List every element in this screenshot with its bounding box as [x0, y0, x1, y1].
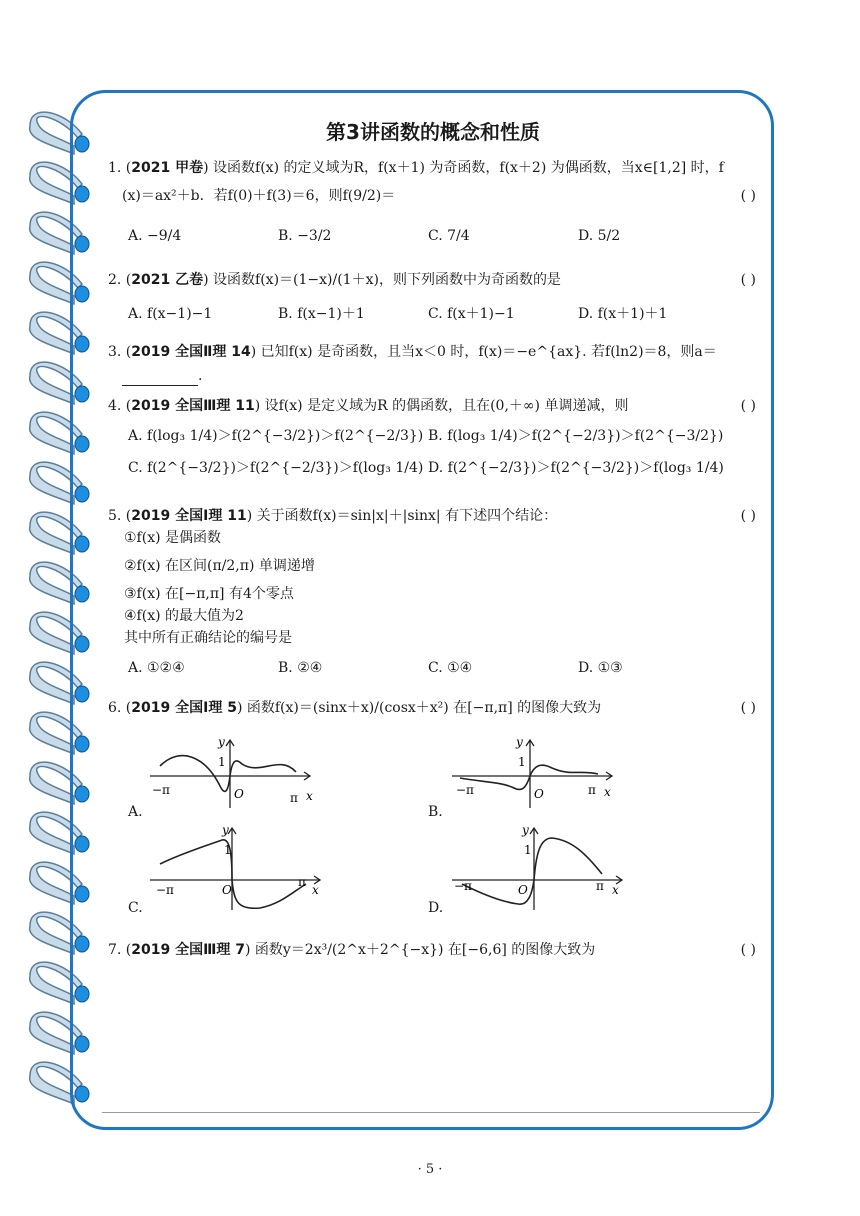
neg-pi-label: −π [152, 783, 170, 797]
axis-y-label: y [222, 824, 229, 837]
fill-blank[interactable] [122, 371, 198, 386]
q2-options [128, 304, 748, 324]
question-7: 7. (2019 全国Ⅲ理 7) 函数y＝2x³/(2^x＋2^{−x}) 在[−6,6] 的图像大致为 ( ) [108, 942, 756, 958]
origin-label: O [222, 883, 232, 897]
axis-y-label: y [516, 736, 523, 749]
graph-c[interactable] [150, 824, 330, 912]
answer-blank: ( ) [740, 272, 756, 288]
axis-x-label: x [312, 883, 319, 897]
tick-one: 1 [218, 755, 226, 769]
option-d[interactable]: D. f(2^{−2/3})＞f(2^{−3/2})＞f(log₃ 1/4) [428, 460, 724, 476]
option-a[interactable]: A. ①②④ [128, 660, 185, 676]
page-title: 第3讲函数的概念和性质 [326, 120, 540, 144]
tick-one: 1 [524, 843, 532, 857]
option-a[interactable]: A. −9/4 [128, 228, 182, 244]
axis-x-label: x [612, 883, 619, 897]
option-b[interactable]: B. −3/2 [278, 228, 332, 244]
statement-prompt: 其中所有正确结论的编号是 [124, 630, 292, 646]
option-c[interactable]: C. f(2^{−3/2})＞f(2^{−2/3})＞f(log₃ 1/4) [128, 460, 424, 476]
question-1: 1. (2021 甲卷) 设函数f(x) 的定义域为R，f(x＋1) 为奇函数，f(x＋2) 为偶函数，当x∈[1,2] 时，f (x)＝ax²＋b．若f(0)＋f(3)＝6，则f(9/2)＝ ( ) A. −9/4 B. −3/2 C. 7/4 D. 5/2 [108, 160, 756, 244]
tick-one: 1 [518, 755, 526, 769]
q4-options-row1 [128, 426, 748, 446]
option-c[interactable]: C. 7/4 [428, 228, 470, 244]
option-c[interactable]: C. ①④ [428, 660, 473, 676]
graph-a[interactable] [150, 736, 320, 810]
q1-options [128, 226, 748, 246]
neg-pi-label: −π [456, 783, 474, 797]
answer-blank: ( ) [740, 508, 756, 524]
question-4: 4. (2019 全国Ⅲ理 11) 设f(x) 是定义域为R 的偶函数，且在(0,＋∞) 单调递减，则 ( ) A. f(log₃ 1/4)＞f(2^{−3/2})＞f(2^{−2/3}) B. f(log₃ 1/4)＞f(2^{−2/3})＞f(2^{−3/2}) C. f(2^{−3/2})＞f(2^{−2/3})＞f(log₃ 1/4) D. f(2^{−2/3})＞f(2^{−3/2})＞f(log₃ 1/4) [108, 398, 756, 476]
statement-1: ①f(x) 是偶函数 [124, 530, 222, 546]
option-a[interactable]: A. f(x−1)−1 [128, 306, 213, 322]
axis-x-label: x [604, 785, 611, 799]
option-d[interactable]: D. f(x＋1)＋1 [578, 306, 668, 322]
question-3: 3. (2019 全国Ⅱ理 14) 已知f(x) 是奇函数，且当x＜0 时，f(x)＝−e^{ax}. 若f(ln2)＝8，则a＝ . [108, 344, 717, 384]
pi-label: π [588, 783, 596, 797]
axis-y-label: y [218, 736, 225, 749]
q1-source: 2021 甲卷 [131, 160, 204, 176]
graph-d-curve [462, 838, 602, 904]
origin-label: O [534, 787, 544, 801]
graph-b[interactable] [452, 736, 622, 810]
statement-3: ③f(x) 在[−π,π] 有4个零点 [124, 586, 294, 602]
pi-label: π [290, 791, 298, 805]
tick-one: 1 [224, 843, 232, 857]
bottom-rule [102, 1112, 760, 1113]
graph-label-d[interactable]: D. [428, 900, 444, 916]
graph-label-b[interactable]: B. [428, 804, 443, 820]
answer-blank: ( ) [740, 188, 756, 204]
option-a[interactable]: A. f(log₃ 1/4)＞f(2^{−3/2})＞f(2^{−2/3}) [128, 428, 424, 444]
option-b[interactable]: B. f(x−1)＋1 [278, 306, 365, 322]
neg-pi-label: −π [156, 883, 174, 897]
axis-y-label: y [522, 824, 529, 837]
graph-label-a[interactable]: A. [128, 804, 143, 820]
graph-a-curve [160, 756, 296, 792]
graph-b-curve [460, 765, 598, 789]
q5-options [128, 658, 748, 678]
graph-c-curve [160, 840, 306, 908]
option-d[interactable]: D. 5/2 [578, 228, 621, 244]
q4-options-row2 [128, 458, 748, 478]
option-d[interactable]: D. ①③ [578, 660, 623, 676]
graph-d[interactable] [452, 824, 632, 912]
q1-line2: (x)＝ax²＋b．若f(0)＋f(3)＝6，则f(9/2)＝ [122, 188, 396, 204]
pi-label: π [596, 879, 604, 893]
statement-4: ④f(x) 的最大值为2 [124, 608, 244, 624]
option-b[interactable]: B. ②④ [278, 660, 323, 676]
neg-pi-label: −π [454, 879, 472, 893]
option-c[interactable]: C. f(x＋1)−1 [428, 306, 515, 322]
axis-x-label: x [306, 789, 313, 803]
question-6: 6. (2019 全国Ⅰ理 5) 函数f(x)＝(sinx＋x)/(cosx＋x²) 在[−π,π] 的图像大致为 ( ) [108, 700, 756, 716]
answer-blank: ( ) [740, 398, 756, 414]
origin-label: O [518, 883, 528, 897]
graph-label-c[interactable]: C. [128, 900, 143, 916]
question-5: 5. (2019 全国Ⅰ理 11) 关于函数f(x)＝sin|x|＋|sinx| 有下述四个结论： ( ) ①f(x) 是偶函数 ②f(x) 在区间(π/2,π) 单调递增 ③f(x) 在[−π,π] 有4个零点 ④f(x) 的最大值为2 其中所有正确结论的编号是 A. ①②④ B. ②④ C. ①④ D. ①③ [108, 508, 756, 676]
page-number: · 5 · [417, 1162, 443, 1177]
origin-label: O [234, 787, 244, 801]
statement-2: ②f(x) 在区间(π/2,π) 单调递增 [124, 558, 315, 574]
page-content [108, 120, 758, 958]
answer-blank: ( ) [740, 700, 756, 716]
option-b[interactable]: B. f(log₃ 1/4)＞f(2^{−2/3})＞f(2^{−3/2}) [428, 428, 724, 444]
question-2: 2. (2021 乙卷) 设函数f(x)＝(1−x)/(1＋x)，则下列函数中为奇函数的是 ( ) A. f(x−1)−1 B. f(x−1)＋1 C. f(x＋1)−1 D. f(x＋1)＋1 [108, 272, 756, 322]
pi-label: π [298, 875, 306, 889]
answer-blank: ( ) [740, 942, 756, 958]
